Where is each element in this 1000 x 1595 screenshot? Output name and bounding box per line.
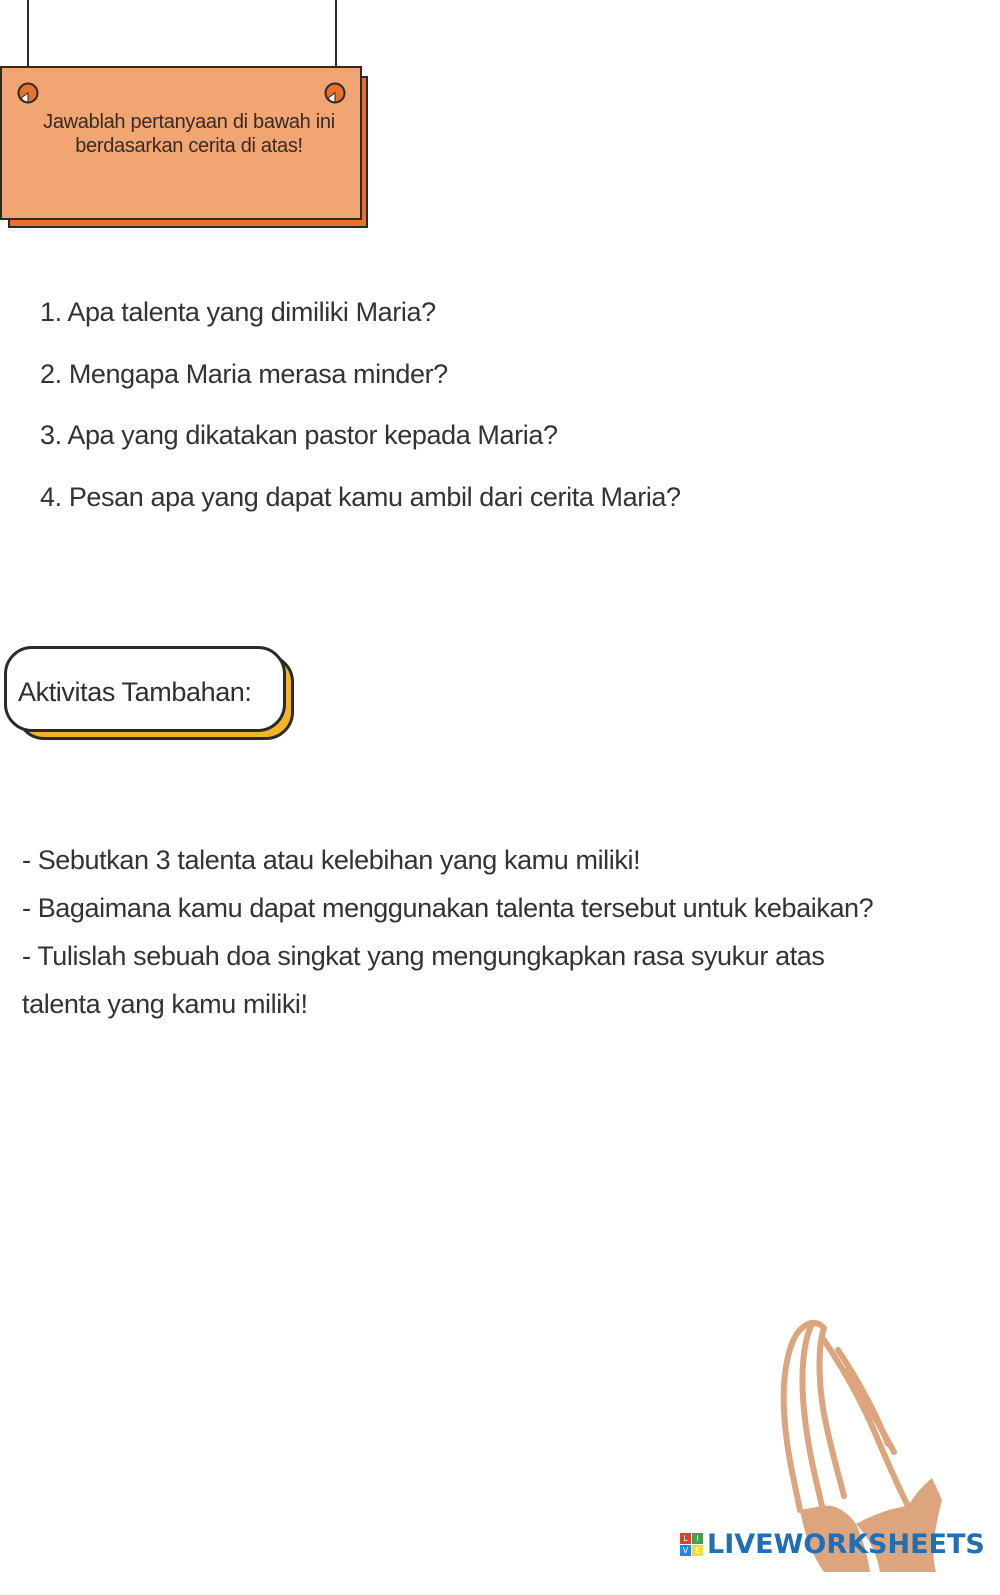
question-item: 3. Apa yang dikatakan pastor kepada Maria?	[40, 420, 558, 450]
liveworksheets-logo-icon: L I V E	[680, 1533, 703, 1556]
liveworksheets-watermark	[680, 1524, 985, 1564]
instruction-line-1: Jawablah pertanyaan di bawah ini	[43, 111, 335, 133]
question-item: 2. Mengapa Maria merasa minder?	[40, 358, 448, 389]
pushpin-icon	[17, 82, 39, 104]
question-list	[40, 292, 681, 538]
activity-item: - Bagaimana kamu dapat menggunakan talenta tersebut untuk kebaikan?	[22, 893, 874, 923]
pushpin-icon	[324, 82, 346, 104]
instruction-line-2: berdasarkan cerita di atas!	[75, 135, 303, 157]
activity-list	[22, 836, 982, 1028]
question-item: 4. Pesan apa yang dapat kamu ambil dari cerita Maria?	[40, 481, 681, 512]
instruction-text	[16, 110, 362, 158]
watermark-text: LIVEWORKSHEETS	[707, 1528, 985, 1560]
activity-item: - Sebutkan 3 talenta atau kelebihan yang kamu miliki!	[22, 845, 641, 875]
question-item: 1. Apa talenta yang dimiliki Maria?	[40, 297, 436, 327]
activity-title: Aktivitas Tambahan:	[18, 677, 252, 707]
activity-item: talenta yang kamu miliki!	[22, 989, 308, 1019]
activity-item: - Tulislah sebuah doa singkat yang mengungkapkan rasa syukur atas	[22, 941, 825, 971]
